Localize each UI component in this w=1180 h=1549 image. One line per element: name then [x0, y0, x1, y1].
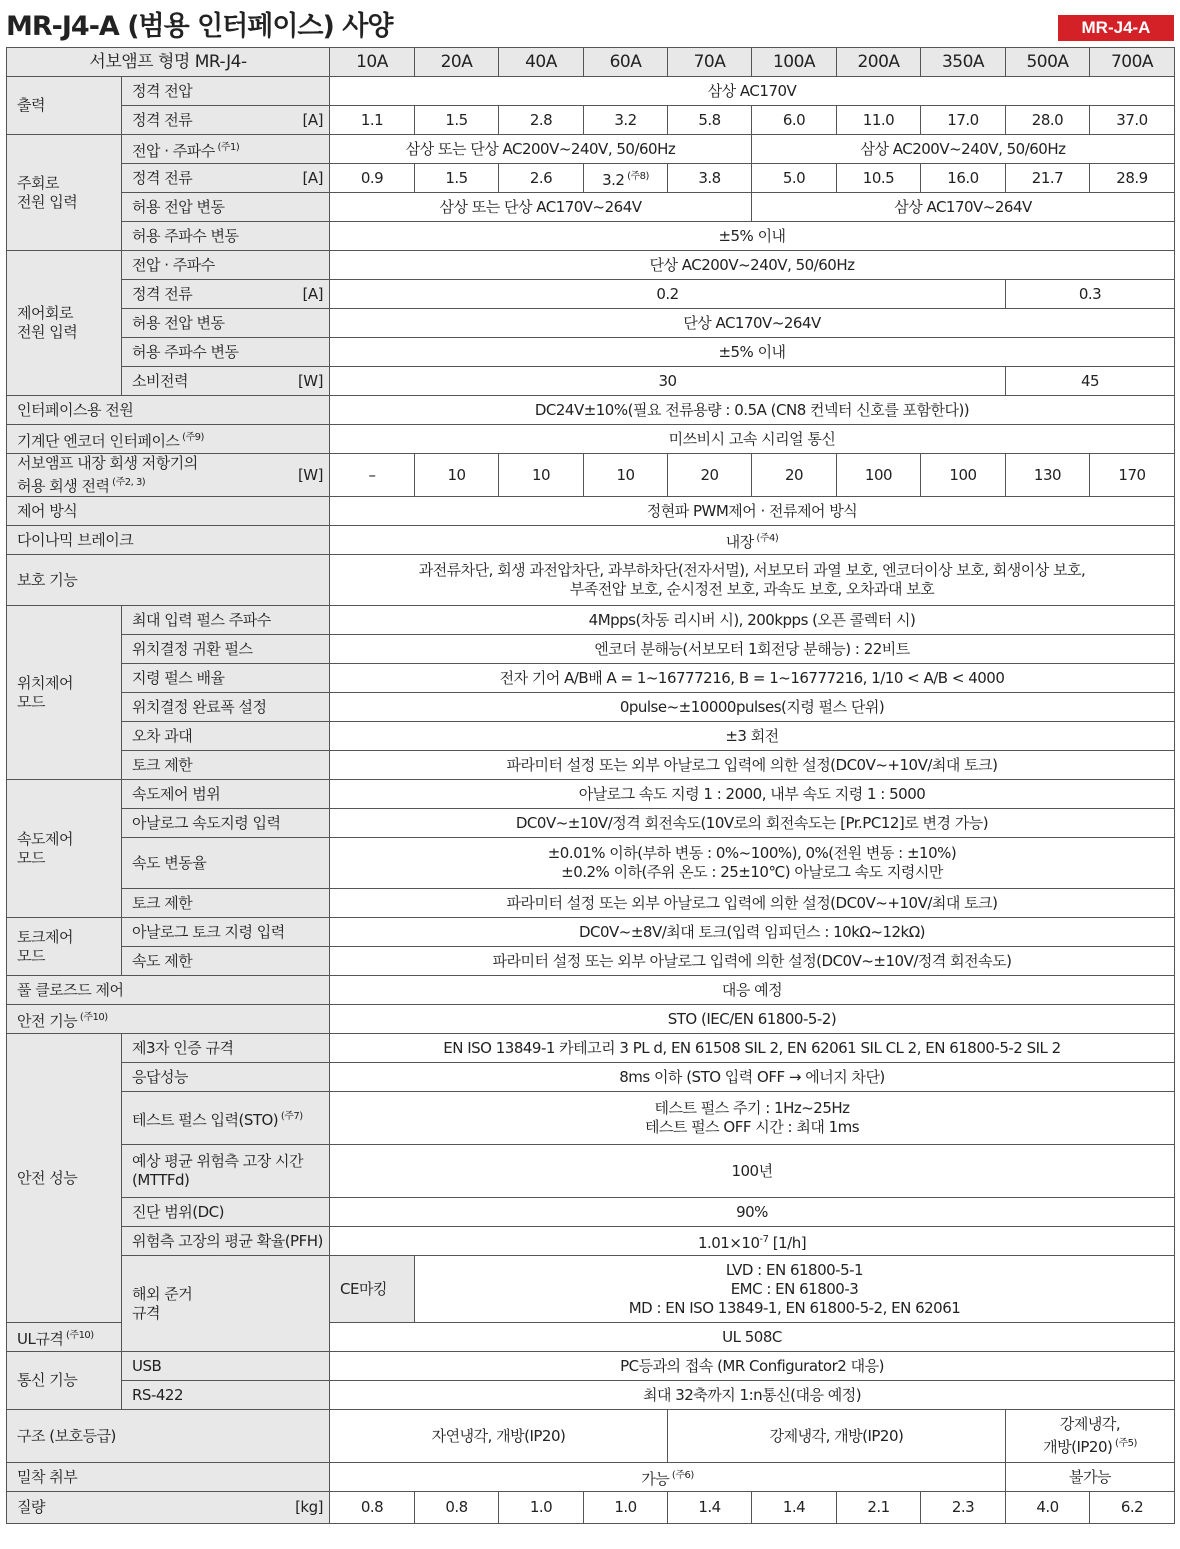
footnote-mark: (주10) — [63, 1329, 94, 1341]
spec-value-cell: 1.4 — [752, 1492, 837, 1524]
spec-value-cell: 삼상 또는 단상 AC170V~264V — [330, 193, 752, 222]
spec-label-cell — [122, 367, 330, 396]
spec-row — [7, 809, 1175, 838]
spec-row — [7, 497, 1175, 526]
spec-label-cell — [7, 1492, 330, 1524]
spec-value-cell: 20 — [668, 454, 752, 497]
spec-value-cell: 21.7 — [1006, 164, 1090, 193]
spec-row — [7, 947, 1175, 976]
spec-row — [7, 396, 1175, 425]
model-header-cell: 350A — [921, 48, 1006, 77]
spec-value-cell: 16.0 — [921, 164, 1006, 193]
unit-label: [A] — [302, 284, 323, 303]
spec-value-cell: $1.01\times 10^{-7}$ [1/h] — [330, 1227, 1175, 1256]
spec-label-cell: 허용 주파수 변동 — [122, 222, 330, 251]
spec-label-text: 소비전력 — [132, 371, 188, 390]
spec-row — [7, 193, 1175, 222]
spec-value-cell: 전자 기어 A/B배 A = 1~16777216, B = 1~16777216, 1/10 < A/B < 4000 — [330, 664, 1175, 693]
spec-row — [7, 425, 1175, 454]
spec-label-cell: 속도제어 범위 — [122, 780, 330, 809]
spec-label-cell: 토크제어 모드 — [7, 918, 122, 976]
spec-row — [7, 751, 1175, 780]
spec-row — [7, 838, 1175, 889]
footnote-mark: (주9) — [179, 431, 204, 443]
spec-value-cell: 100 — [837, 454, 921, 497]
spec-value-cell: LVD : EN 61800-5-1 EMC : EN 61800-3 MD : EN ISO 13849-1, EN 61800-5-2, EN 62061 — [415, 1256, 1175, 1323]
spec-value-cell: 6.2 — [1090, 1492, 1175, 1524]
spec-value-cell: 1.5 — [415, 164, 499, 193]
spec-label-cell: 통신 기능 — [7, 1352, 122, 1410]
spec-row — [7, 664, 1175, 693]
spec-value-cell: 2.3 — [921, 1492, 1006, 1524]
spec-value-cell: 미쓰비시 고속 시리얼 통신 — [330, 425, 1175, 454]
spec-row — [7, 222, 1175, 251]
spec-value-cell: 28.9 — [1090, 164, 1175, 193]
spec-row — [7, 338, 1175, 367]
spec-label-cell: 밀착 취부 — [7, 1463, 330, 1492]
spec-row — [7, 1198, 1175, 1227]
model-header-cell: 70A — [668, 48, 752, 77]
model-header-cell: 700A — [1090, 48, 1175, 77]
spec-row — [7, 1227, 1175, 1256]
spec-value-cell: 과전류차단, 회생 과전압차단, 과부하차단(전자서멀), 서보모터 과열 보호, 엔코더이상 보호, 회생이상 보호, 부족전압 보호, 순시정전 보호, 과속도 보호, 오차과대 보호 — [330, 555, 1175, 606]
spec-value-cell: 삼상 AC170V — [330, 77, 1175, 106]
spec-label-cell: 위치결정 귀환 펄스 — [122, 635, 330, 664]
spec-row — [7, 280, 1175, 309]
spec-value-cell: 0.3 — [1006, 280, 1175, 309]
footnote-mark: (주4) — [753, 532, 779, 544]
spec-label-cell: 허용 전압 변동 — [122, 309, 330, 338]
spec-value-cell: 3.2 — [584, 106, 668, 135]
spec-value-cell: 3.2 $^{(주8)}$ — [584, 164, 668, 193]
spec-label-cell: 위험측 고장의 평균 확율(PFH) — [122, 1227, 330, 1256]
spec-value-cell: 2.1 — [837, 1492, 921, 1524]
spec-label-cell: 주회로 전원 입력 — [7, 135, 122, 251]
spec-row — [7, 1463, 1175, 1492]
spec-value-cell: UL 508C — [330, 1323, 1175, 1352]
spec-value-cell: 파라미터 설정 또는 외부 아날로그 입력에 의한 설정(DC0V~+10V/최대 토크) — [330, 751, 1175, 780]
unit-label: [W] — [297, 371, 323, 390]
spec-value-cell: 자연냉각, 개방(IP20) — [330, 1410, 668, 1463]
spec-value-cell: 5.8 — [668, 106, 752, 135]
spec-label-cell: 정격 전압 — [122, 77, 330, 106]
unit-label: [W] — [297, 465, 323, 484]
spec-value-cell: 8ms 이하 (STO 입력 OFF → 에너지 차단) — [330, 1063, 1175, 1092]
spec-label-cell: 허용 전압 변동 — [122, 193, 330, 222]
spec-value-cell: 가능 $^{(주6)}$ — [330, 1463, 1006, 1492]
spec-row — [7, 1352, 1175, 1381]
spec-value-cell: 0.2 — [330, 280, 1006, 309]
model-header-cell: 40A — [499, 48, 584, 77]
spec-value-cell: 37.0 — [1090, 106, 1175, 135]
spec-label-cell: 위치결정 완료폭 설정 — [122, 693, 330, 722]
spec-value-cell: 내장 $^{(주4)}$ — [330, 526, 1175, 555]
spec-value-cell: 엔코더 분해능(서보모터 1회전당 분해능) : 22비트 — [330, 635, 1175, 664]
spec-value-cell: ±5% 이내 — [330, 222, 1175, 251]
spec-label-cell: 아날로그 속도지령 입력 — [122, 809, 330, 838]
spec-label-text: 정격 전류 — [132, 284, 193, 303]
spec-label-text: 서보앰프 내장 회생 저항기의 허용 회생 전력 $^{(주2, 3)}$ — [17, 454, 198, 495]
spec-label-cell: 토크 제한 — [122, 751, 330, 780]
spec-label-cell: 보호 기능 — [7, 555, 330, 606]
spec-value-cell: 단상 AC200V~240V, 50/60Hz — [330, 251, 1175, 280]
spec-value-cell: 1.0 — [499, 1492, 584, 1524]
spec-label-cell: 안전 기능 $^{(주10)}$ — [7, 1005, 330, 1034]
spec-row — [7, 164, 1175, 193]
spec-row — [7, 693, 1175, 722]
spec-value-cell: 17.0 — [921, 106, 1006, 135]
spec-label-cell: 오차 과대 — [122, 722, 330, 751]
spec-value-cell: 100년 — [330, 1145, 1175, 1198]
spec-value-cell: 100 — [921, 454, 1006, 497]
spec-label-cell: UL규격 $^{(주10)}$ — [7, 1323, 122, 1352]
spec-value-cell: 130 — [1006, 454, 1090, 497]
spec-label-cell: RS-422 — [122, 1381, 330, 1410]
spec-label-cell: 인터페이스용 전원 — [7, 396, 330, 425]
spec-label-cell: CE마킹 — [330, 1256, 415, 1323]
spec-value-cell: 10 — [584, 454, 668, 497]
spec-label-cell: USB — [122, 1352, 330, 1381]
spec-row — [7, 106, 1175, 135]
spec-label-cell: 테스트 펄스 입력(STO) $^{(주7)}$ — [122, 1092, 330, 1145]
spec-value-cell: 강제냉각, 개방(IP20) — [668, 1410, 1006, 1463]
footnote-mark: (주7) — [278, 1110, 303, 1122]
spec-row — [7, 1092, 1175, 1145]
spec-value-cell: ±0.01% 이하(부하 변동 : 0%~100%), 0%(전원 변동 : ±10%) ±0.2% 이하(주위 온도 : 25±10℃) 아날로그 속도 지령시만 — [330, 838, 1175, 889]
spec-value-cell: ±3 회전 — [330, 722, 1175, 751]
spec-label-cell: 기계단 엔코더 인터페이스 $^{(주9)}$ — [7, 425, 330, 454]
spec-value-cell: 정현파 PWM제어 · 전류제어 방식 — [330, 497, 1175, 526]
spec-label-cell — [122, 106, 330, 135]
spec-value-cell: DC24V±10%(필요 전류용량 : 0.5A (CN8 컨넥터 신호를 포함한다)) — [330, 396, 1175, 425]
spec-row — [7, 780, 1175, 809]
spec-label-cell: 다이나믹 브레이크 — [7, 526, 330, 555]
spec-row — [7, 1410, 1175, 1463]
spec-row — [7, 367, 1175, 396]
spec-label-text: 질량 — [17, 1498, 45, 1516]
spec-row — [7, 1381, 1175, 1410]
spec-row — [7, 1145, 1175, 1198]
spec-value-cell: 0.8 — [415, 1492, 499, 1524]
spec-label-text: 정격 전류 — [132, 168, 193, 187]
spec-label-cell: 해외 준거 규격 — [122, 1256, 330, 1352]
spec-value-cell: EN ISO 13849-1 카테고리 3 PL d, EN 61508 SIL 2, EN 62061 SIL CL 2, EN 61800-5-2 SIL 2 — [330, 1034, 1175, 1063]
spec-value-cell: 2.8 — [499, 106, 584, 135]
spec-value-cell: 5.0 — [752, 164, 837, 193]
spec-row — [7, 1034, 1175, 1063]
spec-row — [7, 1492, 1175, 1524]
spec-label-cell: 속도제어 모드 — [7, 780, 122, 918]
spec-label-cell: 구조 (보호등급) — [7, 1410, 330, 1463]
spec-label-cell: 최대 입력 펄스 주파수 — [122, 606, 330, 635]
spec-value-cell: 1.1 — [330, 106, 415, 135]
spec-row — [7, 976, 1175, 1005]
spec-value-cell: 강제냉각, 개방(IP20) $^{(주5)}$ — [1006, 1410, 1175, 1463]
model-header-cell: 500A — [1006, 48, 1090, 77]
spec-value-cell: STO (IEC/EN 61800-5-2) — [330, 1005, 1175, 1034]
spec-label-cell: 허용 주파수 변동 — [122, 338, 330, 367]
spec-value-cell: DC0V~±10V/정격 회전속도(10V로의 회전속도는 [Pr.PC12]로 변경 가능) — [330, 809, 1175, 838]
spec-value-cell: 0.8 — [330, 1492, 415, 1524]
spec-row — [7, 606, 1175, 635]
spec-value-cell: 10 — [499, 454, 584, 497]
spec-value-cell: 대응 예정 — [330, 976, 1175, 1005]
spec-value-cell: 파라미터 설정 또는 외부 아날로그 입력에 의한 설정(DC0V~±10V/정격 회전속도) — [330, 947, 1175, 976]
spec-row — [7, 1005, 1175, 1034]
spec-value-cell: 20 — [752, 454, 837, 497]
spec-value-cell: 삼상 AC170V~264V — [752, 193, 1175, 222]
spec-label-cell: 응답성능 — [122, 1063, 330, 1092]
spec-label-cell: 제어 방식 — [7, 497, 330, 526]
spec-value-cell: 10 — [415, 454, 499, 497]
spec-row — [7, 918, 1175, 947]
spec-value-cell: 1.0 — [584, 1492, 668, 1524]
spec-value-cell: 30 — [330, 367, 1006, 396]
spec-value-cell: 10.5 — [837, 164, 921, 193]
spec-table — [6, 47, 1175, 1524]
spec-label-cell: 전압 · 주파수 — [122, 251, 330, 280]
footnote-mark: (주2, 3) — [109, 477, 146, 488]
spec-value-cell: 2.6 — [499, 164, 584, 193]
footnote-mark: (주6) — [669, 1469, 694, 1481]
spec-row — [7, 135, 1175, 164]
spec-label-cell: 예상 평균 위험측 고장 시간 (MTTFd) — [122, 1145, 330, 1198]
spec-value-cell: 삼상 AC200V~240V, 50/60Hz — [752, 135, 1175, 164]
spec-label-cell: 안전 성능 — [7, 1034, 122, 1323]
header-row — [7, 48, 1175, 77]
page-header — [6, 4, 1174, 44]
spec-value-cell: 90% — [330, 1198, 1175, 1227]
spec-value-cell: 삼상 또는 단상 AC200V~240V, 50/60Hz — [330, 135, 752, 164]
spec-label-cell: 풀 클로즈드 제어 — [7, 976, 330, 1005]
spec-value-cell: 170 — [1090, 454, 1175, 497]
spec-body — [7, 77, 1175, 1524]
spec-label-cell: 진단 범위(DC) — [122, 1198, 330, 1227]
model-header-cell: 60A — [584, 48, 668, 77]
model-label-cell: 서보앰프 형명 MR-J4- — [7, 48, 330, 77]
spec-label-cell — [7, 454, 330, 497]
spec-value-cell: 단상 AC170V~264V — [330, 309, 1175, 338]
spec-row — [7, 1256, 1175, 1323]
spec-value-cell: 파라미터 설정 또는 외부 아날로그 입력에 의한 설정(DC0V~+10V/최대 토크) — [330, 889, 1175, 918]
footnote-mark: (주1) — [214, 141, 240, 153]
spec-label-cell: 전압 · 주파수 $^{(주1)}$ — [122, 135, 330, 164]
spec-value-cell: PC등과의 접속 (MR Configurator2 대응) — [330, 1352, 1175, 1381]
spec-row — [7, 635, 1175, 664]
spec-row — [7, 77, 1175, 106]
spec-label-cell: 제3자 인증 규격 — [122, 1034, 330, 1063]
spec-value-cell: 11.0 — [837, 106, 921, 135]
spec-label-cell: 토크 제한 — [122, 889, 330, 918]
spec-value-cell: 45 — [1006, 367, 1175, 396]
spec-value-cell: 4Mpps(차동 리시버 시), 200kpps (오픈 콜렉터 시) — [330, 606, 1175, 635]
unit-label: [kg] — [295, 1498, 323, 1516]
spec-value-cell: 3.8 — [668, 164, 752, 193]
spec-label-cell: 제어회로 전원 입력 — [7, 251, 122, 396]
footnote-mark: (주5) — [1112, 1438, 1137, 1449]
spec-label-cell: 위치제어 모드 — [7, 606, 122, 780]
spec-value-cell: ±5% 이내 — [330, 338, 1175, 367]
unit-label: [A] — [302, 168, 323, 187]
spec-row — [7, 889, 1175, 918]
spec-row — [7, 454, 1175, 497]
spec-value-cell: 불가능 — [1006, 1463, 1175, 1492]
spec-value-cell: 0.9 — [330, 164, 415, 193]
spec-row — [7, 722, 1175, 751]
model-header-cell: 20A — [415, 48, 499, 77]
footnote-mark: (주10) — [77, 1011, 108, 1023]
spec-label-cell: 지령 펄스 배율 — [122, 664, 330, 693]
spec-value-cell: 1.4 — [668, 1492, 752, 1524]
model-header-cell: 200A — [837, 48, 921, 77]
spec-label-cell: 아날로그 토크 지령 입력 — [122, 918, 330, 947]
footnote-mark: (주8) — [624, 170, 649, 182]
model-header-cell: 100A — [752, 48, 837, 77]
model-header-cell: 10A — [330, 48, 415, 77]
unit-label: [A] — [302, 110, 323, 129]
spec-value-cell: 최대 32축까지 1:n통신(대응 예정) — [330, 1381, 1175, 1410]
spec-label-cell: 속도 제한 — [122, 947, 330, 976]
spec-row — [7, 251, 1175, 280]
spec-value-cell: 테스트 펄스 주기 : 1Hz~25Hz 테스트 펄스 OFF 시간 : 최대 1ms — [330, 1092, 1175, 1145]
spec-label-cell: 속도 변동율 — [122, 838, 330, 889]
spec-row — [7, 555, 1175, 606]
model-badge: MR-J4-A — [1058, 15, 1174, 41]
spec-value-cell: 28.0 — [1006, 106, 1090, 135]
spec-value-cell: 6.0 — [752, 106, 837, 135]
spec-label-cell — [122, 280, 330, 309]
spec-value-cell: 1.5 — [415, 106, 499, 135]
spec-value-cell: 4.0 — [1006, 1492, 1090, 1524]
spec-value-cell: – — [330, 454, 415, 497]
spec-value-cell: 아날로그 속도 지령 1 : 2000, 내부 속도 지령 1 : 5000 — [330, 780, 1175, 809]
page-title: MR-J4-A (범용 인터페이스) 사양 — [6, 11, 393, 42]
spec-row — [7, 1063, 1175, 1092]
spec-row — [7, 526, 1175, 555]
spec-label-cell: 출력 — [7, 77, 122, 135]
spec-row — [7, 309, 1175, 338]
spec-label-text: 정격 전류 — [132, 110, 193, 129]
spec-value-cell: DC0V~±8V/최대 토크(입력 임피던스 : 10kΩ~12kΩ) — [330, 918, 1175, 947]
spec-label-cell — [122, 164, 330, 193]
spec-value-cell: 0pulse~±10000pulses(지령 펄스 단위) — [330, 693, 1175, 722]
